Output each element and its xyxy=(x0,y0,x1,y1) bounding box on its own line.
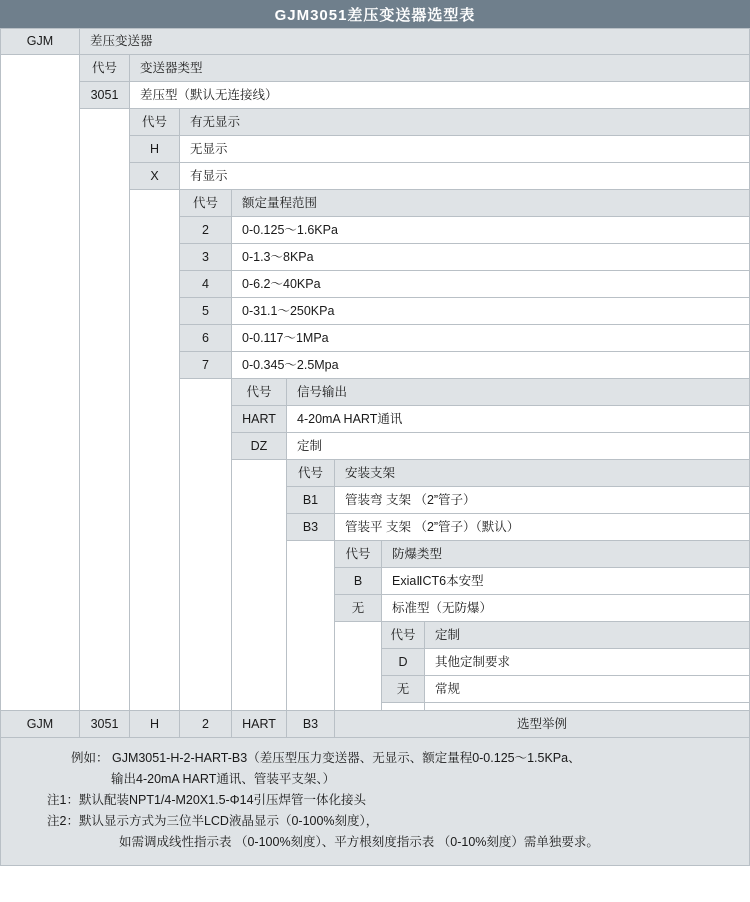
note-2: 注2：默认显示方式为三位半LCD液晶显示（0-100%刻度）， xyxy=(47,814,379,828)
row-custom-item xyxy=(0,649,750,676)
row-bracket-header xyxy=(0,460,750,487)
range-header-code: 代号 xyxy=(180,190,232,217)
row-range-item xyxy=(0,352,750,379)
row-type-value xyxy=(0,82,750,109)
row-ex-item xyxy=(0,568,750,595)
row-brand xyxy=(0,28,750,55)
display-item-desc: 无显示 xyxy=(180,136,750,163)
ex-header-code: 代号 xyxy=(335,541,382,568)
signal-item-desc: 4-20mA HART通讯 xyxy=(287,406,750,433)
note-example-line2: 输出4-20mA HART通讯、管装平支架、） xyxy=(111,772,336,786)
bracket-item-code: B3 xyxy=(287,514,335,541)
type-header-code: 代号 xyxy=(80,55,130,82)
ex-item-code: B xyxy=(335,568,382,595)
type-header-desc: 变送器类型 xyxy=(130,55,750,82)
signal-header-desc: 信号输出 xyxy=(287,379,750,406)
row-range-header xyxy=(0,190,750,217)
row-custom-item xyxy=(0,676,750,703)
signal-item-code: HART xyxy=(232,406,287,433)
row-custom-header xyxy=(0,622,750,649)
range-item-code: 5 xyxy=(180,298,232,325)
brand-desc: 差压变送器 xyxy=(80,29,750,55)
example-cell-brand: GJM xyxy=(0,711,80,738)
range-item-code: 7 xyxy=(180,352,232,379)
custom-header-desc: 定制 xyxy=(425,622,750,649)
signal-item-desc: 定制 xyxy=(287,433,750,460)
range-item-desc: 0-0.117～1MPa xyxy=(232,325,750,352)
row-type-header xyxy=(0,55,750,82)
range-item-desc: 0-0.345～2.5Mpa xyxy=(232,352,750,379)
custom-item-desc: 常规 xyxy=(425,676,750,703)
note-example-line1: 例如： GJM3051-H-2-HART-B3（差压型压力变送器、无显示、额定量程0-0.125～1.5KPa、 xyxy=(71,751,581,765)
example-cell-signal: HART xyxy=(232,711,287,738)
bracket-item-code: B1 xyxy=(287,487,335,514)
row-display-item xyxy=(0,136,750,163)
row-signal-item xyxy=(0,433,750,460)
example-cell-display: H xyxy=(130,711,180,738)
range-item-desc: 0-0.125～1.6KPa xyxy=(232,217,750,244)
range-item-desc: 0-6.2～40KPa xyxy=(232,271,750,298)
example-cell-bracket: B3 xyxy=(287,711,335,738)
ex-header-desc: 防爆类型 xyxy=(382,541,750,568)
custom-header-code: 代号 xyxy=(382,622,425,649)
bracket-item-desc: 管装平 支架 （2”管子）（默认） xyxy=(335,514,750,541)
display-item-code: X xyxy=(130,163,180,190)
row-range-item xyxy=(0,325,750,352)
row-range-item xyxy=(0,217,750,244)
signal-item-code: DZ xyxy=(232,433,287,460)
custom-item-code: D xyxy=(382,649,425,676)
row-bracket-item xyxy=(0,487,750,514)
bracket-item-desc: 管装弯 支架 （2”管子） xyxy=(335,487,750,514)
example-cell-range: 2 xyxy=(180,711,232,738)
example-summary-row xyxy=(0,710,750,738)
custom-item-code: 无 xyxy=(382,676,425,703)
row-display-header xyxy=(0,109,750,136)
display-header-desc: 有无显示 xyxy=(180,109,750,136)
row-range-item xyxy=(0,298,750,325)
bracket-header-code: 代号 xyxy=(287,460,335,487)
row-bracket-item xyxy=(0,514,750,541)
type-desc: 差压型（默认无连接线） xyxy=(130,82,750,109)
ex-item-desc: 标准型（无防爆） xyxy=(382,595,750,622)
range-item-desc: 0-31.1～250KPa xyxy=(232,298,750,325)
row-range-item xyxy=(0,244,750,271)
example-label: 选型举例 xyxy=(335,711,750,738)
bracket-header-desc: 安装支架 xyxy=(335,460,750,487)
note-2-continued: 如需调成线性指示表 （0-100%刻度）、平方根刻度指示表 （0-10%刻度）需单独要求。 xyxy=(119,835,599,849)
row-signal-item xyxy=(0,406,750,433)
row-filler xyxy=(0,703,750,710)
range-item-desc: 0-1.3～8KPa xyxy=(232,244,750,271)
row-signal-header xyxy=(0,379,750,406)
row-range-item xyxy=(0,271,750,298)
range-item-code: 4 xyxy=(180,271,232,298)
page-title: GJM3051差压变送器选型表 xyxy=(0,0,750,28)
row-display-item xyxy=(0,163,750,190)
range-header-desc: 额定量程范围 xyxy=(232,190,750,217)
range-item-code: 2 xyxy=(180,217,232,244)
range-item-code: 6 xyxy=(180,325,232,352)
custom-item-desc: 其他定制要求 xyxy=(425,649,750,676)
display-item-desc: 有显示 xyxy=(180,163,750,190)
range-item-code: 3 xyxy=(180,244,232,271)
ex-item-code: 无 xyxy=(335,595,382,622)
example-cell-type: 3051 xyxy=(80,711,130,738)
type-code: 3051 xyxy=(80,82,130,109)
row-ex-header xyxy=(0,541,750,568)
row-ex-item xyxy=(0,595,750,622)
ex-item-desc: ExiaⅡCT6本安型 xyxy=(382,568,750,595)
display-item-code: H xyxy=(130,136,180,163)
brand-code: GJM xyxy=(0,29,80,55)
notes-block xyxy=(0,738,750,866)
display-header-code: 代号 xyxy=(130,109,180,136)
note-1: 注1：默认配装NPT1/4-M20X1.5-Φ14引压焊管一体化接头 xyxy=(47,793,367,807)
signal-header-code: 代号 xyxy=(232,379,287,406)
